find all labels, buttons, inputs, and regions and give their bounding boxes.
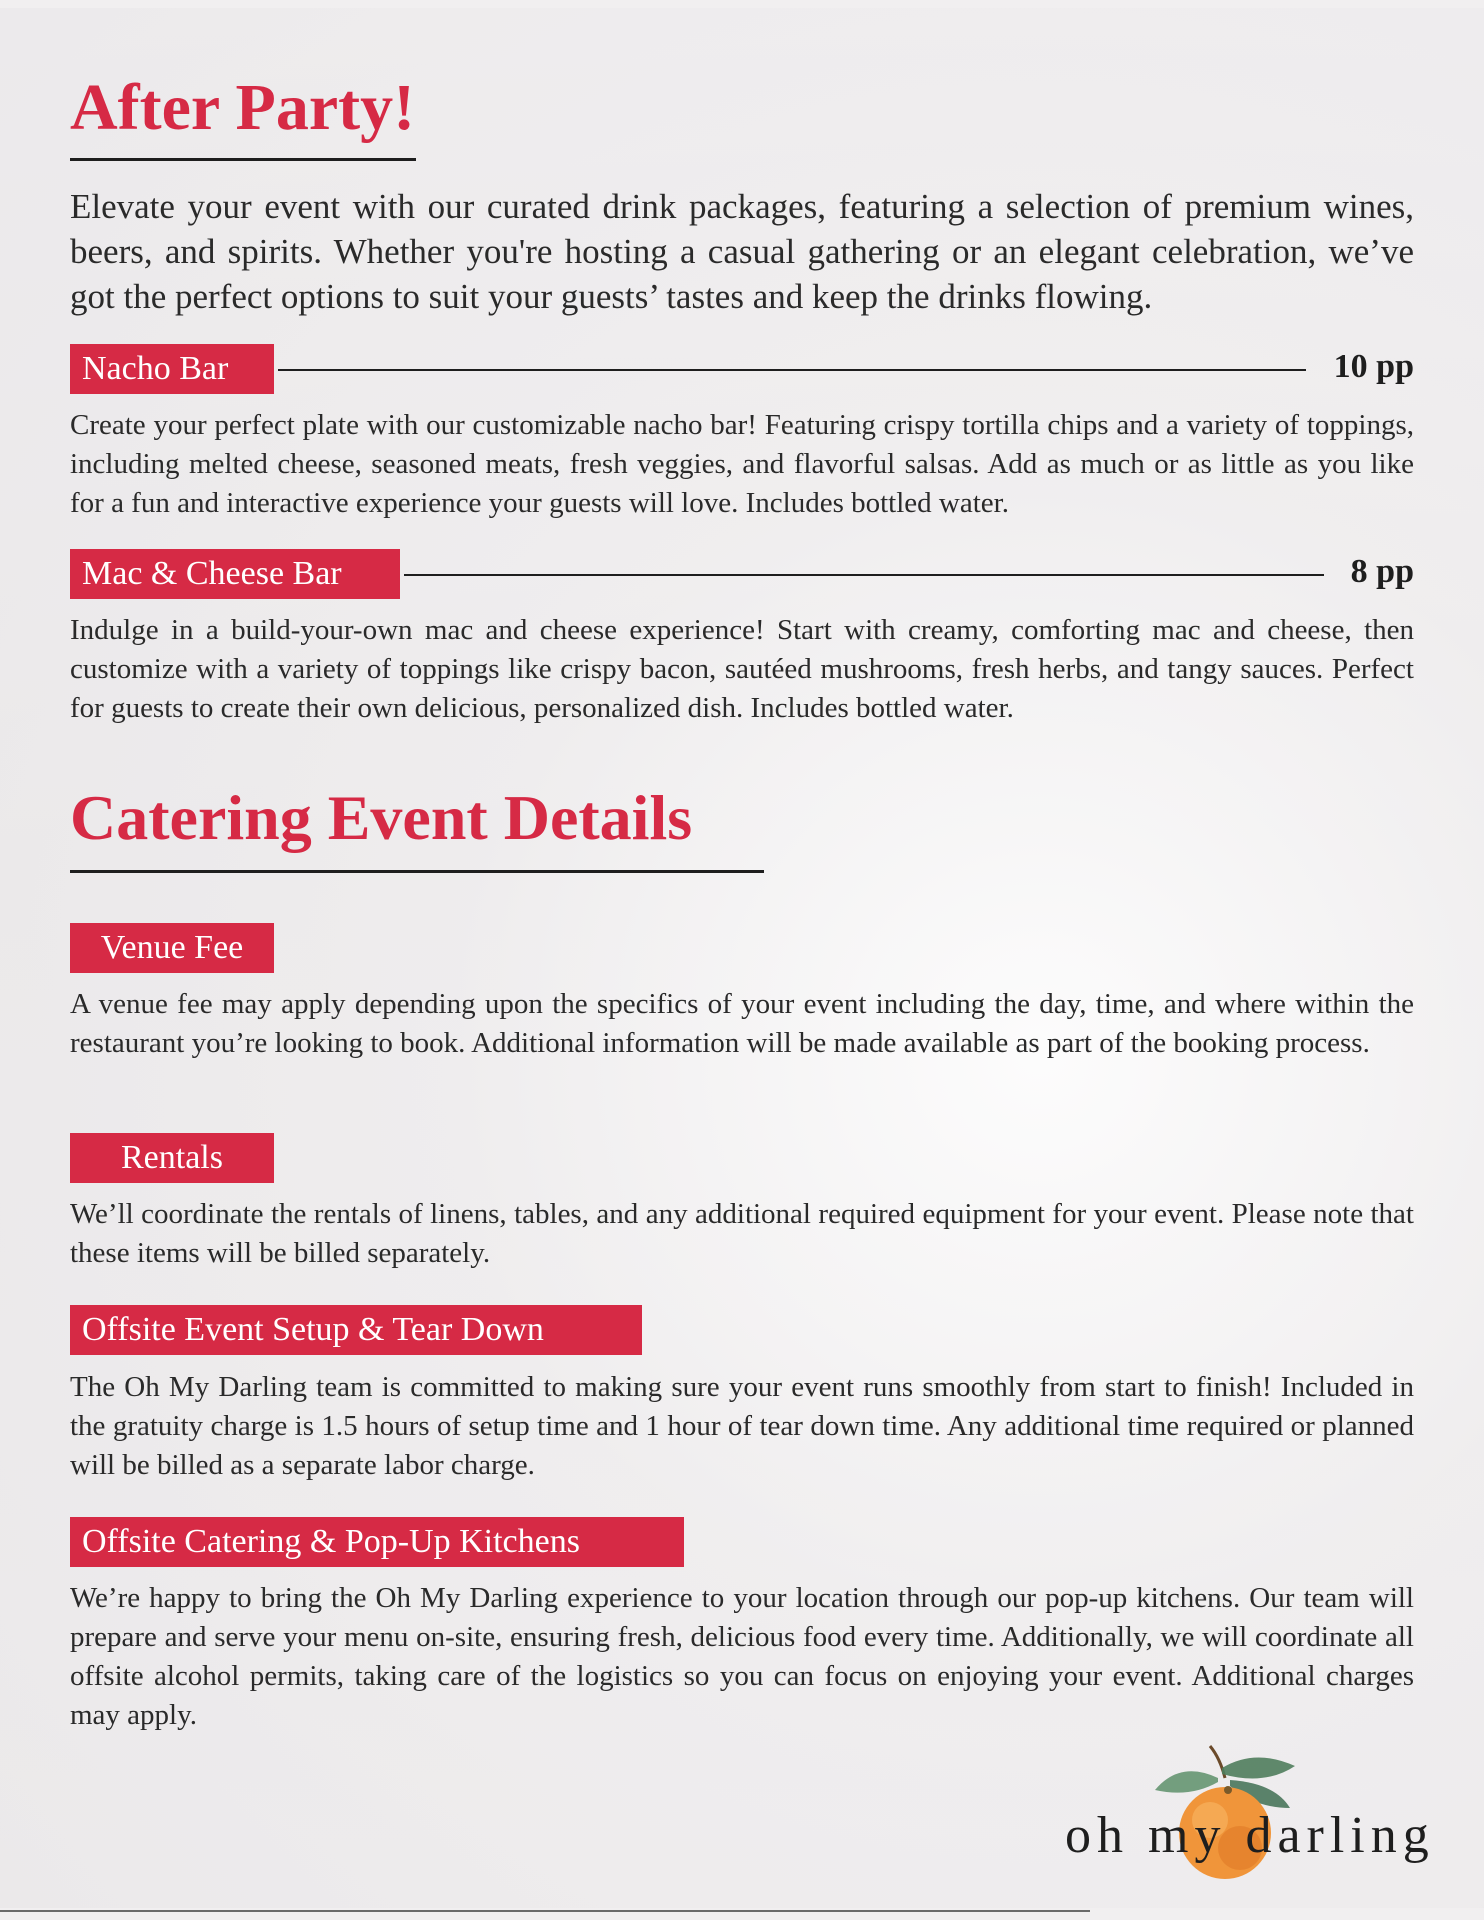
offsite-catering-label: Offsite Catering & Pop-Up Kitchens	[70, 1517, 684, 1567]
catering-details-title: Catering Event Details	[70, 782, 693, 853]
title-underline	[70, 158, 416, 161]
price-leader-line	[404, 574, 1324, 576]
mac-cheese-bar-price: 8 pp	[1350, 553, 1414, 590]
brand-logo-text: oh my darling	[1065, 1807, 1435, 1864]
footer-rule	[0, 1910, 1090, 1912]
venue-fee-label: Venue Fee	[70, 923, 274, 973]
offsite-setup-description: The Oh My Darling team is committed to making sure your event runs smoothly from start to finish! Included in the gratuity charge is 1.5 hours of setup time and 1 hour of tear down time. Any additional time required or planned will be billed as a separate labor charge.	[70, 1371, 1414, 1481]
offsite-setup-label: Offsite Event Setup & Tear Down	[70, 1305, 642, 1355]
rentals-description: We’ll coordinate the rentals of linens, tables, and any additional required equipment for your event. Please note that these items will be billed separately.	[70, 1198, 1414, 1269]
nacho-bar-price: 10 pp	[1333, 348, 1414, 385]
offsite-catering-description: We’re happy to bring the Oh My Darling experience to your location through our pop-up kitchens. Our team will prepare and serve your menu on-site, ensuring fresh, delicious food every time. Additionally, we will coordinate all offsite alcohol permits, taking care of the logistics so you can focus on enjoying your event. Additional charges may apply.	[70, 1582, 1414, 1731]
rentals-label: Rentals	[70, 1133, 274, 1183]
nacho-bar-description: Create your perfect plate with our customizable nacho bar! Featuring crispy tortilla chips and a variety of toppings, including melted cheese, seasoned meats, fresh veggies, and flavorful salsas. Add as much or as little as you like for a fun and interactive experience your guests will love. Includes bottled water.	[70, 409, 1414, 519]
after-party-intro: Elevate your event with our curated drink packages, featuring a selection of premium wines, beers, and spirits. Whether you're hosting a casual gathering or an elegant celebration, we’ve got the perfect options to suit your guests’ tastes and keep the drinks flowing.	[70, 187, 1414, 316]
after-party-title: After Party!	[70, 71, 416, 144]
document-page	[0, 8, 1484, 1908]
title-underline	[70, 870, 764, 873]
nacho-bar-label: Nacho Bar	[70, 344, 274, 394]
price-leader-line	[278, 369, 1306, 371]
mac-cheese-bar-label: Mac & Cheese Bar	[70, 549, 400, 599]
mac-cheese-bar-description: Indulge in a build-your-own mac and cheese experience! Start with creamy, comforting mac and cheese, then customize with a variety of toppings like crispy bacon, sautéed mushrooms, fresh herbs, and tangy sauces. Perfect for guests to create their own delicious, personalized dish. Includes bottled water.	[70, 614, 1414, 724]
venue-fee-description: A venue fee may apply depending upon the specifics of your event including the day, time, and where within the restaurant you’re looking to book. Additional information will be made available as part of the booking process.	[70, 988, 1414, 1059]
